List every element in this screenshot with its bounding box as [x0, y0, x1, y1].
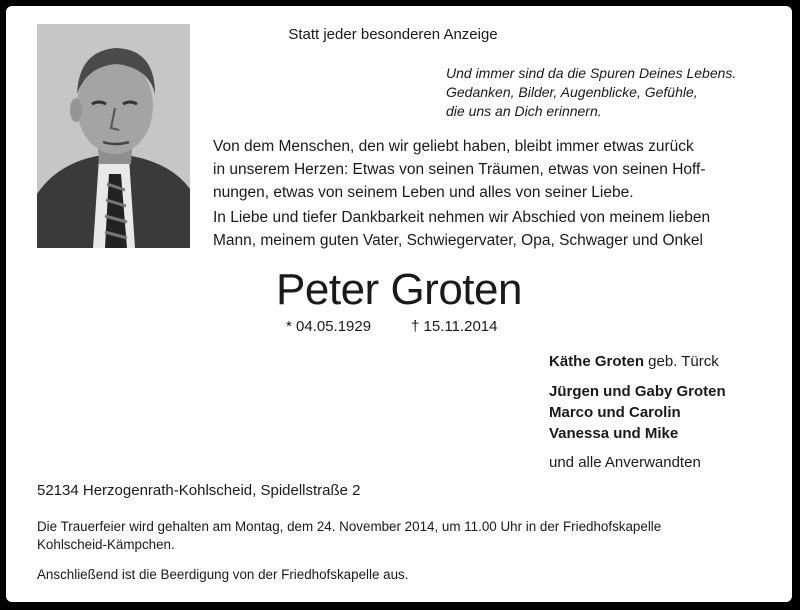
- farewell-line: Mann, meinem guten Vater, Schwiegervater, Opa, Schwager und Onkel: [213, 232, 703, 249]
- wife-maiden-name: geb. Türck: [644, 353, 719, 370]
- wife-line: [549, 351, 726, 372]
- child-family: Jürgen und Gaby Groten: [549, 383, 726, 400]
- service-info: [37, 518, 772, 554]
- tribute-text: [213, 135, 773, 252]
- poem-line: Gedanken, Bilder, Augenblicke, Gefühle,: [446, 84, 698, 100]
- wife-name: Käthe Groten: [549, 353, 645, 370]
- poem-verse: [446, 64, 736, 121]
- relatives-line: und alle Anverwandten: [549, 454, 701, 471]
- header-text: Statt jeder besonderen Anzeige: [288, 26, 498, 43]
- farewell-line: In Liebe und tiefer Dankbarkeit nehmen wir Abschied von meinem lieben: [213, 209, 711, 226]
- service-line: Die Trauerfeier wird gehalten am Montag, dem 24. November 2014, um 11.00 Uhr in der Friedhofskapelle: [37, 519, 662, 534]
- portrait-image: [37, 24, 190, 248]
- children-list: [549, 381, 726, 444]
- notice-header: [6, 26, 792, 43]
- child-family: Marco und Carolin: [549, 404, 681, 421]
- birth-date: * 04.05.1929: [286, 318, 372, 335]
- tribute-line: Von dem Menschen, den wir geliebt haben, bleibt immer etwas zurück: [213, 138, 694, 155]
- family-address: 52134 Herzogenrath-Kohlscheid, Spidellstraße 2: [37, 482, 361, 499]
- deceased-name: Peter Groten: [276, 265, 522, 314]
- tribute-line: in unserem Herzen: Etwas von seinen Träumen, etwas von seinen Hoff-: [213, 161, 706, 178]
- poem-line: Und immer sind da die Spuren Deines Lebens.: [446, 65, 737, 81]
- child-family: Vanessa und Mike: [549, 425, 679, 442]
- obituary-notice: [6, 6, 792, 602]
- death-date: † 15.11.2014: [411, 318, 498, 335]
- service-line: Kohlscheid-Kämpchen.: [37, 537, 175, 552]
- tribute-line: nungen, etwas von seinem Leben und alles von seiner Liebe.: [213, 184, 634, 201]
- burial-info: Anschließend ist die Beerdigung von der Friedhofskapelle aus.: [37, 567, 409, 582]
- portrait-photo: [37, 24, 190, 248]
- poem-line: die uns an Dich erinnern.: [446, 103, 602, 119]
- family-signatures: [549, 351, 726, 473]
